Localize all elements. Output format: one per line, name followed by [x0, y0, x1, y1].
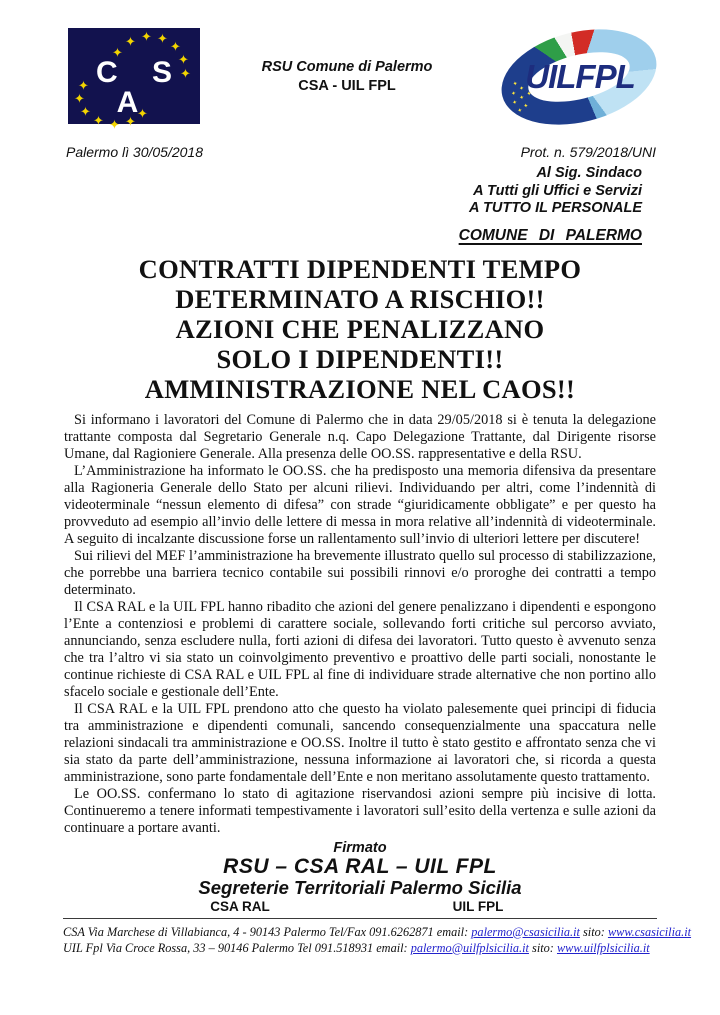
star-icon — [109, 118, 120, 131]
title-line: SOLO I DIPENDENTI!! — [216, 343, 504, 374]
csa-email-link[interactable]: palermo@csasicilia.it — [471, 924, 580, 939]
footer-csa-contact — [63, 924, 692, 940]
rsu-line: RSU Comune di Palermo — [261, 59, 433, 75]
signed-label: Firmato — [333, 839, 387, 856]
paragraph: Le OO.SS. confermano lo stato di agitazione riservandosi azioni sempre più incisive di lotta. Continueremo a tenere informati tempestivamente i lavoratori sull’esito della vertenza e sulle azioni da continuare a portare avanti. — [64, 785, 656, 836]
csa-logo — [68, 28, 200, 124]
csa-logo-text: C S A — [95, 56, 185, 119]
signature-columns — [64, 898, 656, 915]
uilfpl-logo-text: UILFPL — [525, 58, 635, 95]
recipient-organization: COMUNE DI PALERMO — [458, 226, 642, 244]
recipients-block — [0, 165, 642, 245]
paragraph: Il CSA RAL e la UIL FPL hanno ribadito che azioni del genere penalizzano i dipendenti e espongono l’Ente a contenziosi e problemi di carattere sociale, sollevando forti critiche sul percorso avviato, annunciando, senza escludere nulla, forti azioni di difesa dei lavoratori. Tutto questo è avvenuto senza che tra l’altro vi sia stato un coinvolgimento preventivo e proattivo delle parti sociali, nonostante le continue richieste di CSA RAL e UIL FPL al fine di individuare strade alternative che non portino allo sfacelo sociale e gestionale dell’Ente. — [64, 598, 656, 700]
footer-text: sito: — [579, 924, 608, 939]
signature-block — [0, 840, 720, 898]
star-icon — [141, 30, 152, 43]
letterhead-center — [200, 28, 494, 96]
recipient-line: A Tutti gli Uffici e Servizi — [473, 182, 642, 199]
title-line: DETERMINATO A RISCHIO!! — [175, 283, 545, 314]
protocol-number: Prot. n. 579/2018/UNI — [520, 144, 656, 160]
uil-email-link[interactable]: palermo@uilfplsicilia.it — [410, 940, 529, 955]
star-icon — [157, 32, 168, 45]
star-icon — [512, 100, 518, 107]
star-icon — [125, 35, 136, 48]
signing-organizations: RSU – CSA RAL – UIL FPL — [223, 854, 497, 878]
signature-left-org: CSA RAL — [210, 898, 270, 914]
letter-body — [64, 412, 656, 837]
recipient-line: A TUTTO IL PERSONALE — [469, 200, 642, 216]
document-title — [0, 254, 720, 404]
footer-text: UIL Fpl Via Croce Rossa, 33 – 90146 Palermo Tel 091.518931 email: — [63, 940, 411, 955]
unions-line: CSA - UIL FPL — [298, 78, 396, 94]
meta-row — [66, 144, 656, 161]
star-icon — [517, 108, 523, 115]
title-line: AZIONI CHE PENALIZZANO — [175, 313, 545, 344]
footer-text: CSA Via Marchese di Villabianca, 4 - 90143 Palermo Tel/Fax 091.6262871 email: — [63, 924, 472, 939]
title-line: AMMINISTRAZIONE NEL CAOS!! — [144, 373, 576, 404]
paragraph: Sui rilievi del MEF l’amministrazione ha brevemente illustrato quello sul processo di stabilizzazione, che porrebbe una barriera tecnico contabile sui possibili rinnovi e/o proroghe dei contratti a tempo determinato. — [64, 547, 656, 598]
star-icon — [519, 95, 525, 102]
footer — [63, 918, 692, 956]
paragraph: Si informano i lavoratori del Comune di Palermo che in data 29/05/2018 si è tenuta la delegazione trattante composta dal Segretario Generale n.q. Capo Delegazione Trattante, dal Dirigente risorse Umane, dal Ragioniere Generale. Alla presenza delle OO.SS. rappresentative e della RSU. — [64, 411, 656, 462]
footer-uil-contact — [63, 940, 657, 956]
signature-right-org: UIL FPL — [452, 898, 504, 914]
uilfpl-logo — [494, 28, 666, 128]
recipient-line: Al Sig. Sindaco — [536, 165, 642, 181]
title-line: CONTRATTI DIPENDENTI TEMPO — [138, 253, 582, 284]
paragraph: L’Amministrazione ha informato le OO.SS. che ha predisposto una memoria difensiva da presentare alla Ragioneria Generale dello Stato per alcuni rilievi. Individuando per altri, come l’indennità di videoterminale “nessun elemento di difesa” con strade “giuridicamente obbligate” e per questo ha provveduto ad esempio all’invio delle lettere di messa in mora relative all’indennità di videoterminale. A seguito di incalzante discussione forse un rallentamento sull’invio di ulteriori lettere per discutere! — [64, 462, 656, 547]
secretariats-line: Segreterie Territoriali Palermo Sicilia — [198, 876, 522, 898]
paragraph: Il CSA RAL e la UIL FPL prendono atto che questo ha violato palesemente quei principi di fiducia tra amministrazione e dipendenti comunali, sancendo consequenzialmente una spaccatura nelle relazioni sindacali tra amministrazione e OO.SS. Inoltre il tutto è stato gestito e affrontato senza che vi sia stato da parte dell’amministrazione, nessuna informazione ai lavoratori che, si ricorda a questa amministrazione, sono parte fondamentale dell’Ente e non meritano assolutamente questo trattamento. — [64, 700, 656, 785]
star-icon — [523, 103, 529, 110]
place-date: Palermo lì 30/05/2018 — [66, 144, 203, 160]
letterhead — [0, 0, 720, 128]
footer-text: sito: — [528, 940, 557, 955]
csa-site-link[interactable]: www.csasicilia.it — [607, 924, 692, 939]
uil-site-link[interactable]: www.uilfplsicilia.it — [556, 940, 650, 955]
